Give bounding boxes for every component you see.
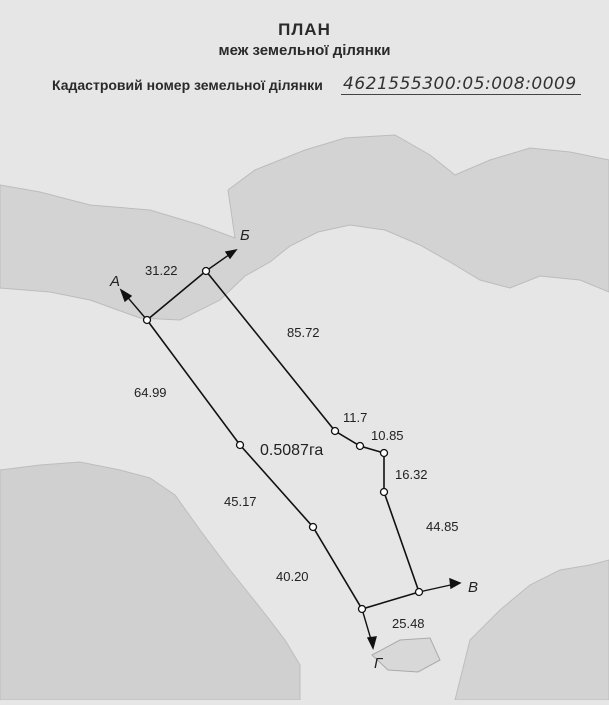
segment-length-m2-g: 40.20 bbox=[276, 569, 309, 584]
point-label-g: Г bbox=[374, 655, 383, 672]
vertex-g bbox=[359, 606, 366, 613]
vertex-v bbox=[416, 589, 423, 596]
arrow-v-icon bbox=[419, 579, 460, 592]
cadastral-number-label: Кадастровий номер земельної ділянки bbox=[52, 77, 323, 93]
vertex-m1 bbox=[237, 442, 244, 449]
page-subtitle: меж земельної ділянки bbox=[218, 42, 391, 59]
background-bottom-inset bbox=[372, 638, 440, 672]
vertex-n2 bbox=[357, 443, 364, 450]
vertex-b bbox=[203, 268, 210, 275]
vertex-n3 bbox=[381, 450, 388, 457]
segment-length-n1-n2: 11.7 bbox=[343, 410, 368, 425]
segment-length-v-g: 25.48 bbox=[392, 616, 425, 631]
vertex-a bbox=[144, 317, 151, 324]
segment-length-a-m1: 64.99 bbox=[134, 385, 167, 400]
vertex-m2 bbox=[310, 524, 317, 531]
point-label-v: В bbox=[468, 579, 479, 596]
cadastral-number-value: 4621555300:05:008:0009 bbox=[341, 74, 581, 95]
segment-length-n4-v: 44.85 bbox=[426, 519, 459, 534]
vertex-n4 bbox=[381, 489, 388, 496]
page-title: ПЛАН bbox=[278, 20, 331, 39]
point-label-b: Б bbox=[240, 227, 250, 244]
segment-length-m1-m2: 45.17 bbox=[224, 494, 257, 509]
background-lower-right-region bbox=[455, 560, 609, 700]
vertex-n1 bbox=[332, 428, 339, 435]
segment-length-n3-n4: 16.32 bbox=[395, 467, 428, 482]
segment-length-n2-n3: 10.85 bbox=[371, 428, 404, 443]
plot-area-label: 0.5087га bbox=[260, 442, 324, 459]
point-label-a: А bbox=[110, 273, 121, 290]
background-upper-region bbox=[0, 135, 609, 320]
arrow-g-icon bbox=[362, 609, 376, 648]
segment-length-ab: 31.22 bbox=[145, 263, 178, 278]
segment-length-b-n1: 85.72 bbox=[287, 325, 320, 340]
